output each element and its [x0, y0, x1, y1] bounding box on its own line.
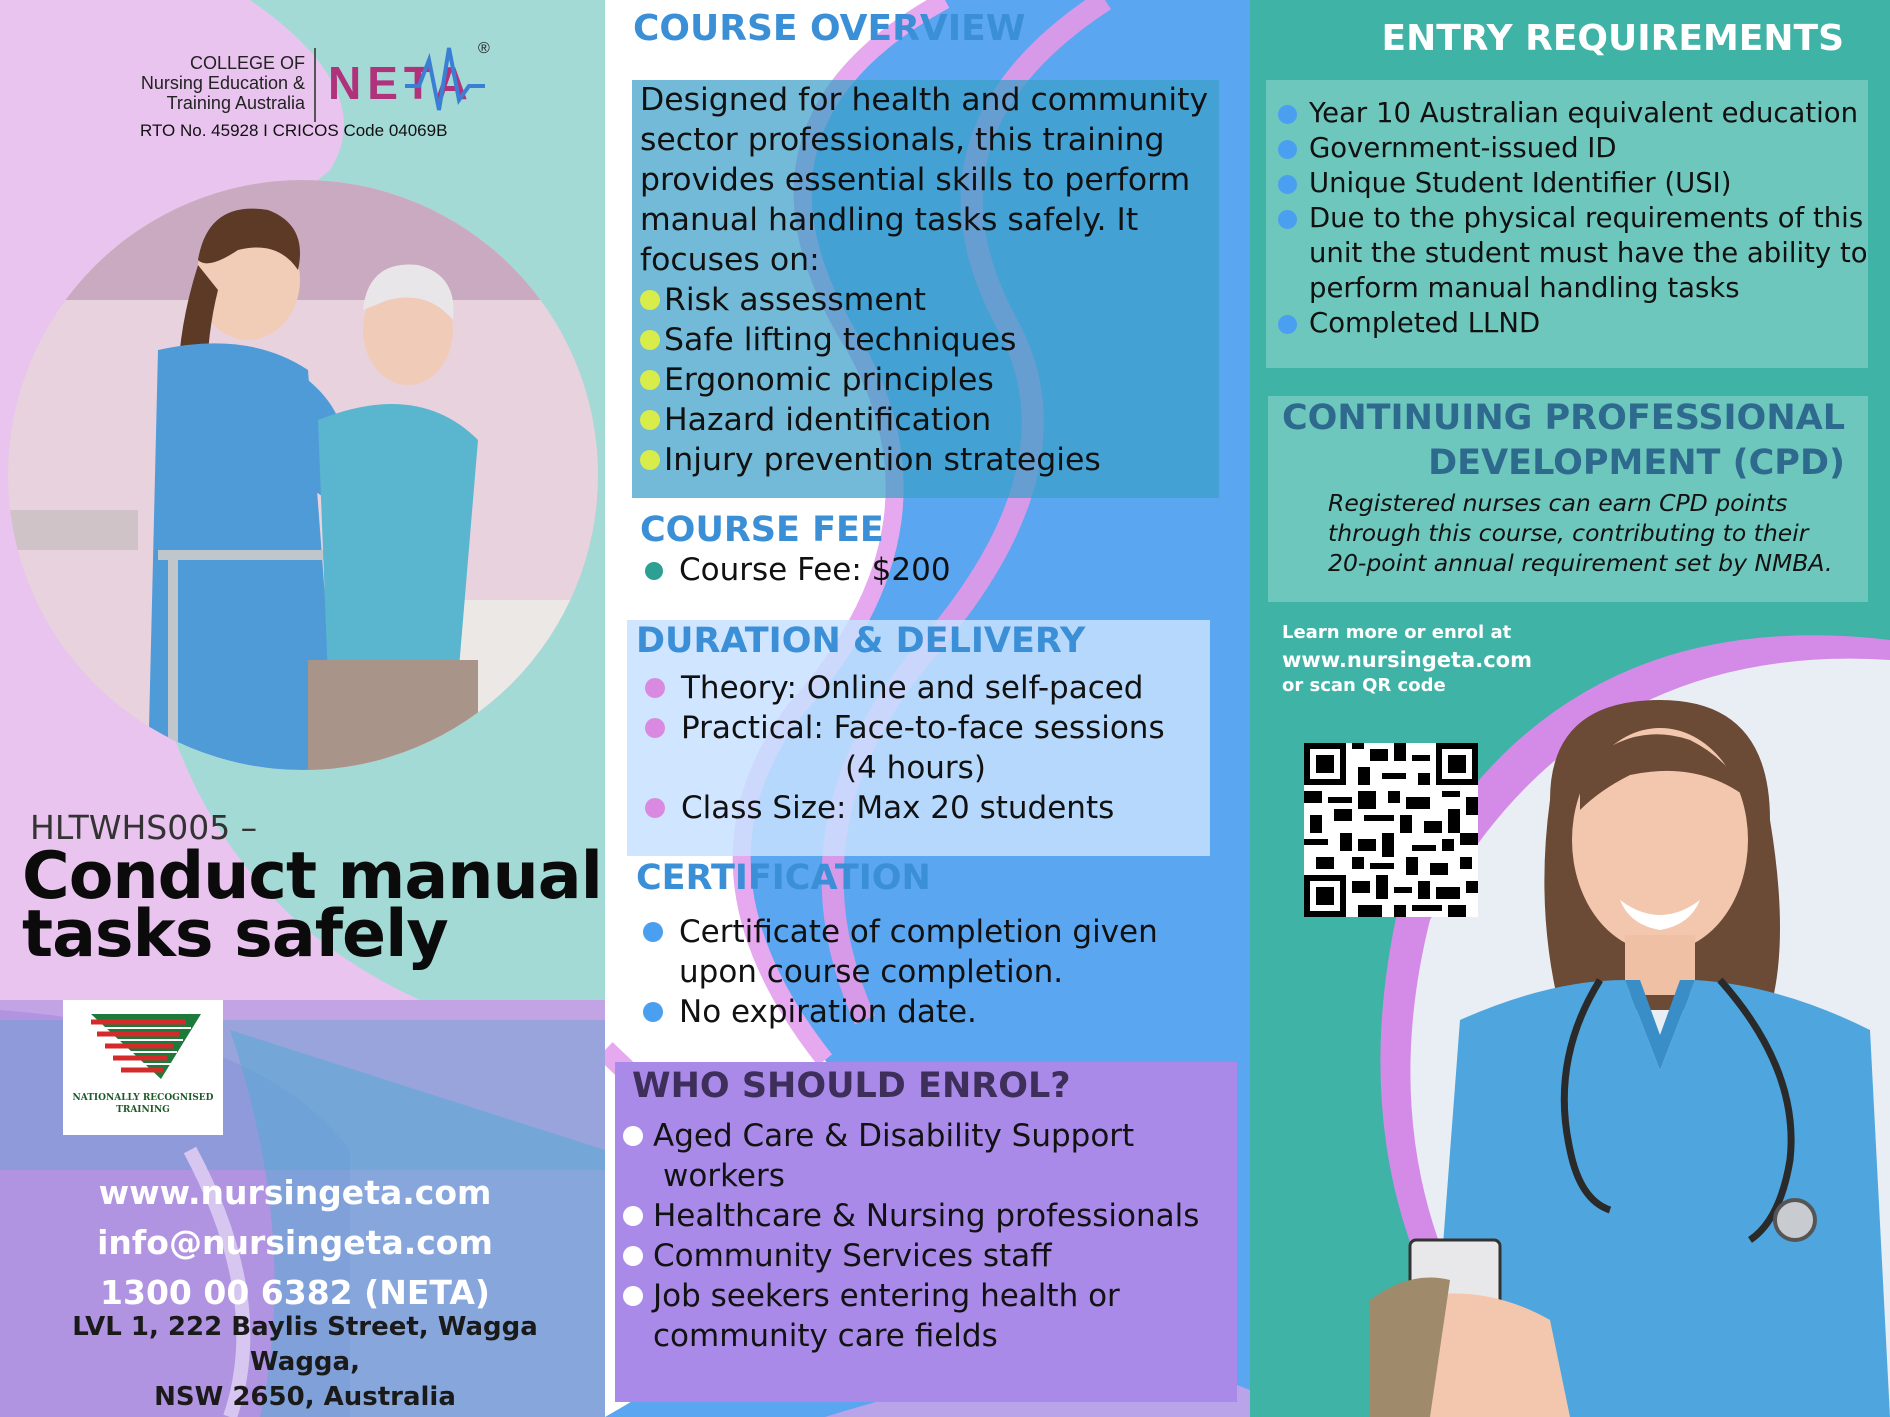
registered-mark: ® [478, 40, 490, 57]
nrt-line-1: NATIONALLY RECOGNISED [72, 1093, 214, 1103]
enrol-item-aged-care: Aged Care & Disability Support [653, 1118, 1135, 1154]
address-line-2: NSW 2650, Australia [154, 1382, 456, 1412]
right-panel [1250, 0, 1890, 1417]
overview-intro-line-5: focuses on: [640, 242, 820, 278]
list-item [623, 1196, 1199, 1236]
duration-practical-hours: (4 hours) [845, 750, 986, 786]
address-line-1: LVL 1, 222 Baylis Street, Wagga Wagga, [72, 1312, 538, 1377]
enrol-item-job-seekers: Job seekers entering health or [653, 1278, 1120, 1314]
bullet-dot-icon [1278, 210, 1297, 229]
college-line-2: Nursing Education & [140, 73, 305, 93]
left-panel [0, 0, 605, 1417]
bullet-dot-icon [640, 450, 660, 470]
bullet-dot-icon [640, 330, 660, 350]
duration-heading: DURATION & DELIVERY [636, 621, 1086, 661]
duration-class-size: Class Size: Max 20 students [681, 790, 1115, 826]
cpd-heading-line-1: CONTINUING PROFESSIONAL [1281, 398, 1845, 438]
middle-panel [605, 0, 1250, 1417]
overview-intro-line-2: sector professionals, this training [640, 122, 1165, 158]
cpd-text-line-1: Registered nurses can earn CPD points [1328, 489, 1788, 517]
course-title-line-2: tasks safely [22, 897, 448, 972]
bullet-dot-icon [643, 922, 663, 942]
entry-item-physical-cont-2: perform manual handling tasks [1309, 272, 1740, 304]
entry-item-usi: Unique Student Identifier (USI) [1309, 167, 1732, 199]
list-item [1278, 131, 1868, 166]
bullet-dot-icon [640, 290, 660, 310]
list-item [640, 400, 1101, 440]
learn-more-line-1: Learn more or enrol at [1282, 622, 1512, 643]
bullet-dot-icon [645, 798, 665, 818]
nurse-patient-illustration [8, 180, 598, 770]
list-item [645, 788, 1165, 828]
nrt-badge [63, 1000, 223, 1135]
heartbeat-logo-icon [405, 40, 485, 120]
learn-more-line-3: or scan QR code [1282, 675, 1446, 696]
entry-heading: ENTRY REQUIREMENTS [1381, 18, 1844, 59]
bullet-dot-icon [623, 1246, 643, 1266]
bullet-dot-icon [623, 1126, 643, 1146]
nrt-line-2: TRAINING [116, 1105, 170, 1115]
overview-intro [640, 80, 1208, 280]
enrol-item-aged-care-cont: workers [663, 1158, 785, 1194]
entry-item-physical: Due to the physical requirements of this [1309, 202, 1864, 234]
bullet-dot-icon [1278, 105, 1297, 124]
focus-item-risk: Risk assessment [664, 282, 927, 318]
college-line-1: COLLEGE OF [189, 53, 305, 73]
nurse-patient-photo [8, 180, 598, 770]
list-item [623, 1236, 1199, 1276]
focus-item-ergonomic: Ergonomic principles [664, 362, 994, 398]
certification-item-2: No expiration date. [679, 994, 977, 1030]
nrt-triangle-icon [91, 1014, 201, 1094]
list-item [1278, 201, 1868, 236]
entry-item-id: Government-issued ID [1309, 132, 1617, 164]
cpd-heading [1282, 396, 1845, 486]
cpd-heading-line-2: DEVELOPMENT (CPD) [1428, 443, 1845, 483]
list-item [623, 1276, 1199, 1316]
entry-item-physical-cont-1: unit the student must have the ability to [1309, 237, 1868, 269]
bullet-dot-icon [623, 1286, 643, 1306]
contact-website[interactable]: www.nursingeta.com [98, 1173, 492, 1212]
overview-intro-line-3: provides essential skills to perform [640, 162, 1191, 198]
college-line-3: Training Australia [166, 93, 305, 113]
bullet-dot-icon [1278, 175, 1297, 194]
focus-item-hazard: Hazard identification [664, 402, 992, 438]
certification-item-1: Certificate of completion given [679, 914, 1158, 950]
certification-heading: CERTIFICATION [636, 858, 931, 898]
list-item [643, 912, 1158, 952]
contact-block [30, 1168, 560, 1318]
fee-item [645, 550, 951, 590]
overview-heading: COURSE OVERVIEW [633, 8, 1026, 49]
cpd-text-line-3: 20-point annual requirement set by NMBA. [1328, 549, 1833, 577]
enrol-item-community: Community Services staff [653, 1238, 1052, 1274]
fee-heading: COURSE FEE [640, 510, 884, 550]
contact-phone[interactable]: 1300 00 6382 (NETA) [100, 1273, 490, 1312]
course-title-line-1: Conduct manual [22, 839, 602, 914]
learn-more-website[interactable]: www.nursingeta.com [1282, 648, 1532, 672]
certification-item-1-cont: upon course completion. [679, 954, 1064, 990]
entry-item-education: Year 10 Australian equivalent education [1309, 97, 1859, 129]
cpd-text-line-2: through this course, contributing to their [1328, 519, 1809, 547]
list-item [1278, 96, 1868, 131]
entry-list [1278, 96, 1868, 341]
duration-list [645, 668, 1165, 828]
smiling-nurse-photo [1370, 680, 1890, 1417]
duration-theory: Theory: Online and self-paced [681, 670, 1144, 706]
logo-divider [314, 48, 316, 122]
focus-item-injury: Injury prevention strategies [664, 442, 1101, 478]
fee-value: Course Fee: $200 [679, 552, 951, 588]
list-item [1278, 306, 1868, 341]
contact-email[interactable]: info@nursingeta.com [97, 1223, 493, 1262]
list-item [623, 1116, 1199, 1156]
bullet-dot-icon [645, 678, 665, 698]
bullet-dot-icon [640, 410, 660, 430]
course-title [22, 839, 602, 972]
bullet-dot-icon [1278, 140, 1297, 159]
list-item [640, 360, 1101, 400]
bullet-dot-icon [640, 370, 660, 390]
enrol-list [623, 1116, 1199, 1356]
enrol-item-job-seekers-cont: community care fields [653, 1318, 998, 1354]
overview-intro-line-4: manual handling tasks safely. It [640, 202, 1139, 238]
focus-item-lifting: Safe lifting techniques [664, 322, 1017, 358]
bullet-dot-icon [645, 562, 663, 580]
list-item [640, 440, 1101, 480]
rto-code: RTO No. 45928 I CRICOS Code 04069B [140, 121, 448, 140]
bullet-dot-icon [645, 718, 665, 738]
list-item [640, 280, 1101, 320]
enrol-heading: WHO SHOULD ENROL? [632, 1066, 1071, 1106]
list-item [640, 320, 1101, 360]
entry-item-llnd: Completed LLND [1309, 307, 1541, 339]
course-code: HLTWHS005 – [30, 808, 258, 847]
cpd-text [1328, 488, 1832, 578]
brand-logo: NETA [328, 57, 474, 109]
contact-address [30, 1310, 580, 1415]
bullet-dot-icon [623, 1206, 643, 1226]
list-item [1278, 166, 1868, 201]
bullet-dot-icon [643, 1002, 663, 1022]
college-name [100, 53, 305, 113]
enrol-item-healthcare: Healthcare & Nursing professionals [653, 1198, 1200, 1234]
certification-list [643, 912, 1158, 1032]
duration-practical: Practical: Face-to-face sessions [681, 710, 1165, 746]
list-item [645, 668, 1165, 708]
overview-focus-list [640, 280, 1101, 480]
bullet-dot-icon [1278, 315, 1297, 334]
list-item [645, 708, 1165, 748]
overview-intro-line-1: Designed for health and community [640, 82, 1209, 118]
list-item [643, 992, 1158, 1032]
